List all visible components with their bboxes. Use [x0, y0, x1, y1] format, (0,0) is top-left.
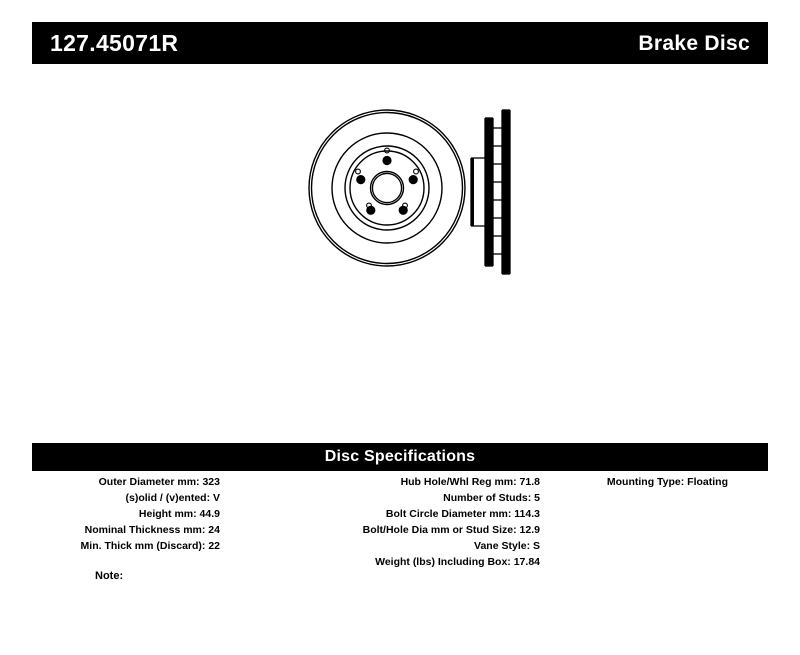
spec-item: Hub Hole/Whl Reg mm: 71.8 — [400, 476, 540, 488]
spec-item: Vane Style: S — [474, 540, 540, 552]
spec-column-right — [542, 474, 768, 570]
brake-rotor-drawing-icon — [32, 70, 768, 430]
note-label: Note: — [95, 570, 124, 582]
hub-bore — [373, 174, 402, 203]
spec-item: Nominal Thickness mm: 24 — [84, 524, 220, 536]
spec-item: Bolt Circle Diameter mm: 114.3 — [385, 508, 540, 520]
spec-item: Number of Studs: 5 — [443, 492, 540, 504]
spec-item: Min. Thick mm (Discard): 22 — [80, 540, 220, 552]
spec-item: Bolt/Hole Dia mm or Stud Size: 12.9 — [362, 524, 540, 536]
spec-title: Disc Specifications — [324, 448, 476, 465]
spec-item: Height mm: 44.9 — [138, 508, 220, 520]
spec-item: (s)olid / (v)ented: V — [125, 492, 220, 504]
part-number: 127.45071R — [50, 29, 179, 56]
product-type-label: Brake Disc — [638, 31, 750, 55]
spec-item: Outer Diameter mm: 323 — [98, 476, 220, 488]
spec-column-left — [32, 474, 222, 570]
spec-column-middle — [222, 474, 542, 570]
spec-columns — [32, 474, 768, 570]
spec-item: Mounting Type: Floating — [606, 476, 728, 488]
spec-item: Weight (lbs) Including Box: 17.84 — [375, 556, 540, 568]
brake-rotor-diagram — [32, 70, 768, 430]
spec-title-bar — [32, 443, 768, 471]
header-bar — [32, 22, 768, 64]
cross-section-fill — [471, 110, 510, 274]
